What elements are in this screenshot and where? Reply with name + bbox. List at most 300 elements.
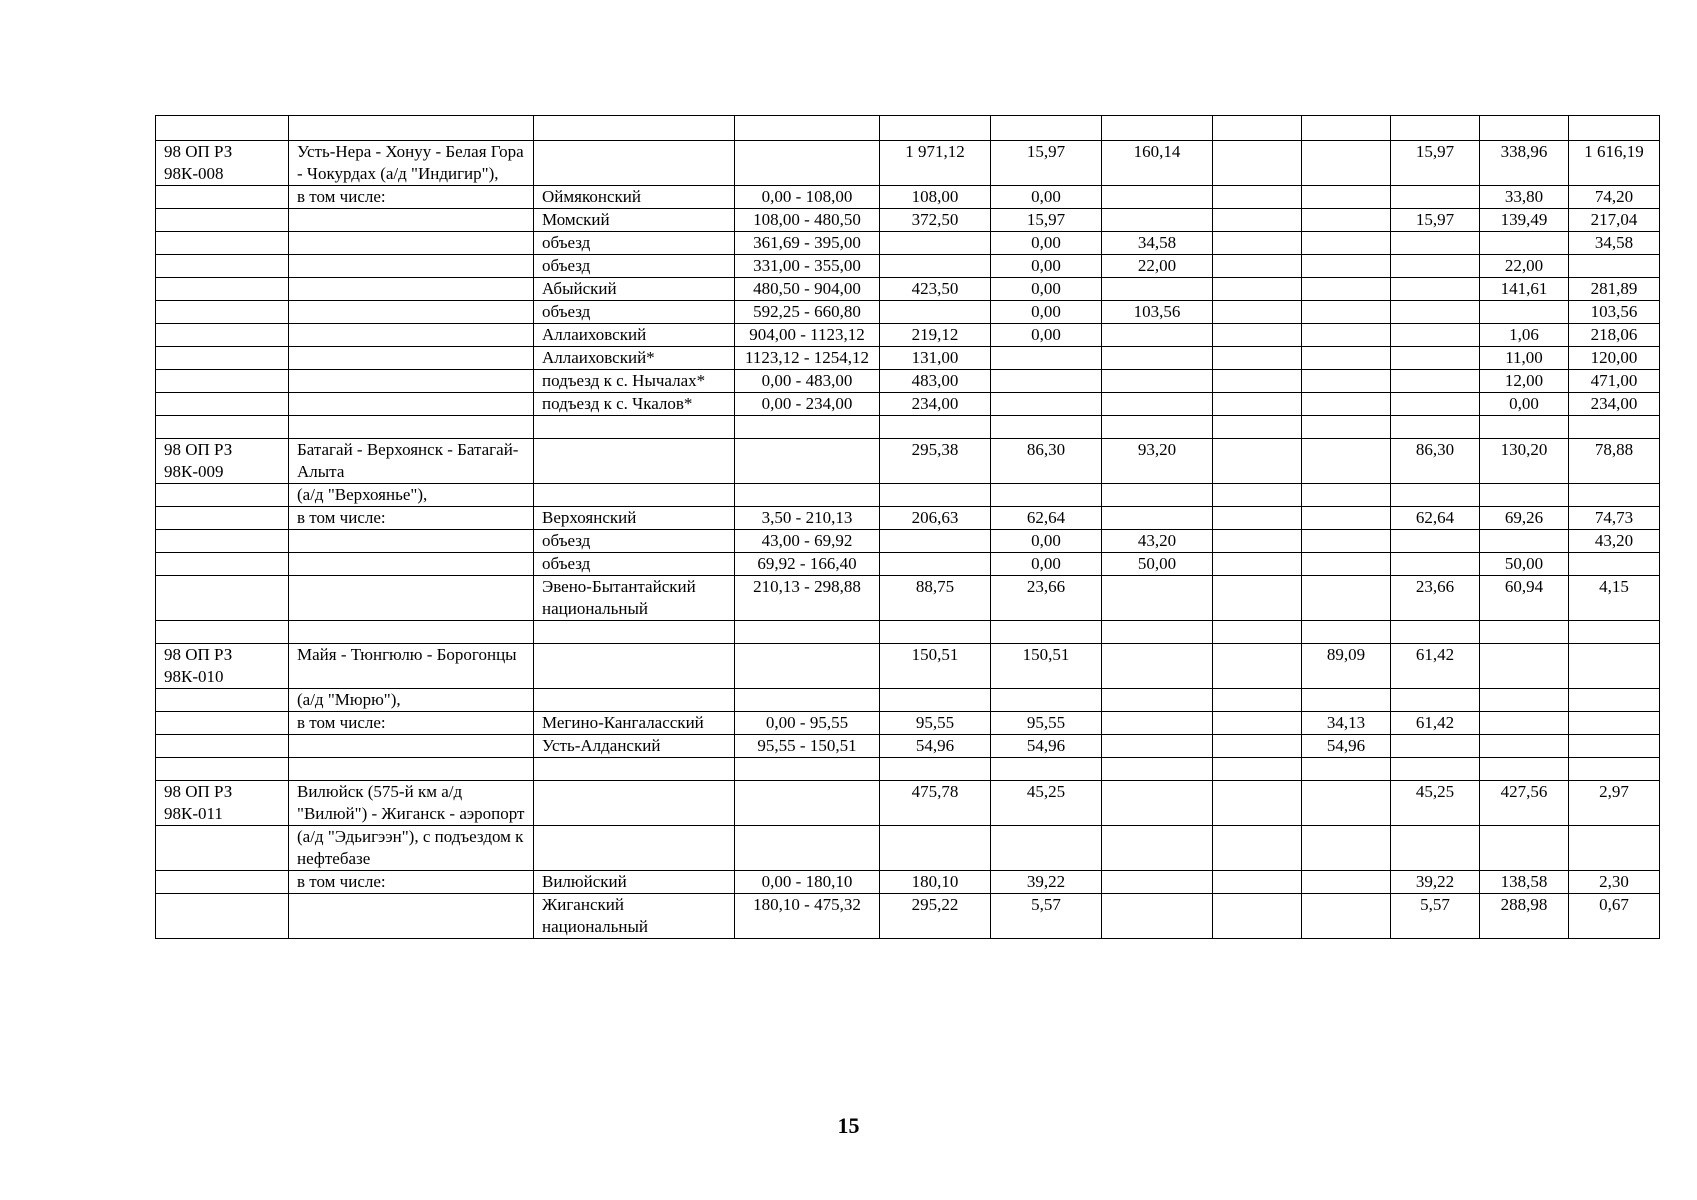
cell-value-col-6: 23,66: [991, 576, 1102, 621]
cell-road-name: [289, 894, 534, 939]
cell-value-col-6: [991, 347, 1102, 370]
cell-value-col-12: [1569, 116, 1660, 141]
cell-value-col-10: 61,42: [1391, 644, 1480, 689]
cell-value-col-10: [1391, 826, 1480, 871]
cell-value-col-12: 43,20: [1569, 530, 1660, 553]
cell-value-col-11: 338,96: [1480, 141, 1569, 186]
cell-value-col-12: [1569, 644, 1660, 689]
cell-total-length: 483,00: [880, 370, 991, 393]
cell-total-length: [880, 553, 991, 576]
cell-km-range: 69,92 - 166,40: [735, 553, 880, 576]
cell-value-col-8: [1213, 116, 1302, 141]
cell-value-col-11: [1480, 530, 1569, 553]
cell-value-col-8: [1213, 209, 1302, 232]
cell-value-col-8: [1213, 758, 1302, 781]
cell-value-col-7: [1102, 735, 1213, 758]
table-row: [156, 278, 1660, 301]
cell-km-range: 180,10 - 475,32: [735, 894, 880, 939]
cell-total-length: 423,50: [880, 278, 991, 301]
cell-road-code: 98 ОП РЗ 98К-010: [156, 644, 289, 689]
page-number: 15: [837, 1113, 860, 1138]
cell-value-col-6: 150,51: [991, 644, 1102, 689]
table-row: [156, 255, 1660, 278]
cell-district: Аллаиховский: [534, 324, 735, 347]
cell-value-col-10: [1391, 393, 1480, 416]
cell-value-col-7: [1102, 186, 1213, 209]
cell-value-col-10: 15,97: [1391, 209, 1480, 232]
cell-value-col-10: 62,64: [1391, 507, 1480, 530]
cell-district: [534, 758, 735, 781]
cell-value-col-11: [1480, 644, 1569, 689]
cell-total-length: [880, 758, 991, 781]
table-row: [156, 644, 1660, 689]
cell-value-col-8: [1213, 689, 1302, 712]
cell-value-col-12: [1569, 553, 1660, 576]
cell-km-range: 210,13 - 298,88: [735, 576, 880, 621]
cell-value-col-6: 39,22: [991, 871, 1102, 894]
cell-value-col-9: [1302, 301, 1391, 324]
cell-value-col-8: [1213, 781, 1302, 826]
cell-value-col-12: [1569, 758, 1660, 781]
cell-road-code: [156, 758, 289, 781]
cell-km-range: [735, 758, 880, 781]
cell-road-code: [156, 576, 289, 621]
cell-total-length: 180,10: [880, 871, 991, 894]
cell-district: [534, 689, 735, 712]
cell-value-col-11: [1480, 416, 1569, 439]
cell-value-col-12: 74,73: [1569, 507, 1660, 530]
cell-district: [534, 116, 735, 141]
cell-value-col-7: [1102, 324, 1213, 347]
cell-value-col-8: [1213, 370, 1302, 393]
spacer-row: [156, 621, 1660, 644]
cell-total-length: [880, 255, 991, 278]
cell-value-col-6: [991, 393, 1102, 416]
cell-value-col-12: 281,89: [1569, 278, 1660, 301]
cell-value-col-8: [1213, 507, 1302, 530]
cell-value-col-8: [1213, 255, 1302, 278]
cell-road-code: [156, 507, 289, 530]
cell-total-length: 1 971,12: [880, 141, 991, 186]
table-row: [156, 393, 1660, 416]
cell-value-col-8: [1213, 393, 1302, 416]
cell-district: Эвено-Бытантайский национальный: [534, 576, 735, 621]
cell-value-col-11: [1480, 301, 1569, 324]
cell-road-name: в том числе:: [289, 507, 534, 530]
cell-km-range: 0,00 - 108,00: [735, 186, 880, 209]
cell-road-name: [289, 324, 534, 347]
cell-road-name: [289, 416, 534, 439]
cell-km-range: [735, 416, 880, 439]
cell-road-name: Усть-Нера - Хонуу - Белая Гора - Чокурдах (а/д "Индигир"),: [289, 141, 534, 186]
cell-value-col-7: 93,20: [1102, 439, 1213, 484]
table-row: [156, 530, 1660, 553]
cell-value-col-11: 11,00: [1480, 347, 1569, 370]
cell-value-col-8: [1213, 894, 1302, 939]
cell-value-col-9: [1302, 370, 1391, 393]
cell-road-name: (а/д "Верхоянье"),: [289, 484, 534, 507]
cell-value-col-11: 288,98: [1480, 894, 1569, 939]
cell-road-code: [156, 209, 289, 232]
cell-value-col-12: 1 616,19: [1569, 141, 1660, 186]
cell-road-name: Батагай - Верхоянск - Батагай-Алыта: [289, 439, 534, 484]
cell-district: объезд: [534, 255, 735, 278]
cell-value-col-7: [1102, 689, 1213, 712]
cell-value-col-11: [1480, 735, 1569, 758]
cell-km-range: 592,25 - 660,80: [735, 301, 880, 324]
cell-value-col-8: [1213, 232, 1302, 255]
cell-value-col-8: [1213, 621, 1302, 644]
cell-value-col-9: [1302, 186, 1391, 209]
cell-road-name: [289, 370, 534, 393]
table-row: [156, 576, 1660, 621]
cell-value-col-11: [1480, 484, 1569, 507]
cell-road-name: [289, 553, 534, 576]
cell-value-col-7: 22,00: [1102, 255, 1213, 278]
cell-district: Жиганский национальный: [534, 894, 735, 939]
cell-road-name: [289, 758, 534, 781]
cell-road-name: [289, 278, 534, 301]
cell-value-col-9: [1302, 553, 1391, 576]
cell-value-col-11: 22,00: [1480, 255, 1569, 278]
cell-total-length: 108,00: [880, 186, 991, 209]
cell-total-length: 88,75: [880, 576, 991, 621]
cell-value-col-12: 218,06: [1569, 324, 1660, 347]
cell-district: [534, 621, 735, 644]
cell-road-code: [156, 116, 289, 141]
cell-value-col-12: [1569, 484, 1660, 507]
spacer-row: [156, 416, 1660, 439]
cell-road-code: [156, 232, 289, 255]
roads-table: [155, 115, 1660, 939]
cell-road-code: [156, 416, 289, 439]
cell-road-name: [289, 347, 534, 370]
cell-value-col-10: [1391, 255, 1480, 278]
cell-value-col-6: [991, 370, 1102, 393]
cell-value-col-6: [991, 484, 1102, 507]
cell-value-col-6: 15,97: [991, 141, 1102, 186]
cell-total-length: [880, 301, 991, 324]
cell-value-col-9: [1302, 393, 1391, 416]
cell-value-col-9: [1302, 689, 1391, 712]
cell-value-col-6: 45,25: [991, 781, 1102, 826]
cell-value-col-8: [1213, 735, 1302, 758]
cell-district: объезд: [534, 553, 735, 576]
cell-value-col-9: [1302, 894, 1391, 939]
table-row: [156, 209, 1660, 232]
cell-value-col-7: [1102, 644, 1213, 689]
spacer-row: [156, 758, 1660, 781]
cell-value-col-6: 0,00: [991, 186, 1102, 209]
cell-road-code: [156, 393, 289, 416]
cell-road-name: [289, 576, 534, 621]
cell-value-col-11: 141,61: [1480, 278, 1569, 301]
cell-district: объезд: [534, 530, 735, 553]
cell-km-range: 43,00 - 69,92: [735, 530, 880, 553]
cell-value-col-12: 120,00: [1569, 347, 1660, 370]
cell-value-col-9: [1302, 416, 1391, 439]
cell-value-col-9: [1302, 209, 1391, 232]
cell-road-code: [156, 370, 289, 393]
cell-total-length: 131,00: [880, 347, 991, 370]
cell-km-range: 0,00 - 234,00: [735, 393, 880, 416]
cell-value-col-11: [1480, 689, 1569, 712]
table-row: [156, 712, 1660, 735]
cell-value-col-6: 95,55: [991, 712, 1102, 735]
cell-value-col-12: [1569, 255, 1660, 278]
table-row: [156, 484, 1660, 507]
cell-km-range: 95,55 - 150,51: [735, 735, 880, 758]
cell-district: Верхоянский: [534, 507, 735, 530]
cell-value-col-9: [1302, 576, 1391, 621]
table-row: [156, 553, 1660, 576]
cell-total-length: 219,12: [880, 324, 991, 347]
cell-district: Момский: [534, 209, 735, 232]
cell-km-range: [735, 781, 880, 826]
cell-value-col-9: 54,96: [1302, 735, 1391, 758]
table-row: [156, 439, 1660, 484]
table-row: [156, 894, 1660, 939]
cell-value-col-10: [1391, 530, 1480, 553]
cell-value-col-6: 5,57: [991, 894, 1102, 939]
cell-value-col-6: 0,00: [991, 232, 1102, 255]
cell-total-length: [880, 689, 991, 712]
cell-value-col-9: [1302, 278, 1391, 301]
table-row: [156, 301, 1660, 324]
cell-value-col-10: [1391, 735, 1480, 758]
cell-value-col-9: [1302, 871, 1391, 894]
cell-value-col-8: [1213, 871, 1302, 894]
cell-value-col-6: [991, 826, 1102, 871]
cell-district: Аллаиховский*: [534, 347, 735, 370]
cell-road-code: [156, 484, 289, 507]
cell-value-col-10: [1391, 416, 1480, 439]
cell-road-code: [156, 712, 289, 735]
cell-km-range: [735, 141, 880, 186]
cell-value-col-6: [991, 116, 1102, 141]
cell-value-col-10: [1391, 186, 1480, 209]
cell-value-col-6: 0,00: [991, 255, 1102, 278]
cell-value-col-7: [1102, 621, 1213, 644]
cell-value-col-12: 4,15: [1569, 576, 1660, 621]
cell-value-col-7: [1102, 826, 1213, 871]
cell-value-col-11: [1480, 826, 1569, 871]
cell-road-name: [289, 209, 534, 232]
cell-value-col-9: 34,13: [1302, 712, 1391, 735]
cell-value-col-7: [1102, 507, 1213, 530]
cell-value-col-9: [1302, 530, 1391, 553]
cell-road-name: в том числе:: [289, 871, 534, 894]
table-body: [156, 116, 1660, 939]
cell-value-col-11: 1,06: [1480, 324, 1569, 347]
cell-km-range: [735, 484, 880, 507]
cell-value-col-9: 89,09: [1302, 644, 1391, 689]
cell-total-length: 295,22: [880, 894, 991, 939]
cell-value-col-7: [1102, 871, 1213, 894]
cell-district: [534, 141, 735, 186]
cell-total-length: [880, 530, 991, 553]
cell-value-col-6: 15,97: [991, 209, 1102, 232]
cell-value-col-10: 61,42: [1391, 712, 1480, 735]
cell-district: [534, 439, 735, 484]
cell-value-col-8: [1213, 186, 1302, 209]
cell-total-length: [880, 232, 991, 255]
cell-value-col-6: 0,00: [991, 553, 1102, 576]
cell-value-col-11: 33,80: [1480, 186, 1569, 209]
cell-value-col-12: 34,58: [1569, 232, 1660, 255]
cell-value-col-12: [1569, 416, 1660, 439]
cell-value-col-12: 471,00: [1569, 370, 1660, 393]
cell-value-col-11: [1480, 712, 1569, 735]
cell-district: [534, 781, 735, 826]
cell-value-col-9: [1302, 507, 1391, 530]
table-row: [156, 826, 1660, 871]
cell-value-col-7: [1102, 484, 1213, 507]
cell-value-col-8: [1213, 301, 1302, 324]
cell-value-col-7: [1102, 894, 1213, 939]
cell-value-col-6: 62,64: [991, 507, 1102, 530]
cell-value-col-9: [1302, 484, 1391, 507]
cell-value-col-6: 54,96: [991, 735, 1102, 758]
table-row: [156, 735, 1660, 758]
cell-road-code: [156, 621, 289, 644]
cell-district: Вилюйский: [534, 871, 735, 894]
cell-value-col-8: [1213, 553, 1302, 576]
cell-road-name: (а/д "Мюрю"),: [289, 689, 534, 712]
cell-road-code: [156, 347, 289, 370]
cell-value-col-9: [1302, 781, 1391, 826]
cell-value-col-12: 2,97: [1569, 781, 1660, 826]
cell-road-code: [156, 255, 289, 278]
cell-road-code: 98 ОП РЗ 98К-008: [156, 141, 289, 186]
cell-district: [534, 416, 735, 439]
cell-value-col-11: [1480, 116, 1569, 141]
cell-value-col-8: [1213, 484, 1302, 507]
header-row: [156, 116, 1660, 141]
cell-road-code: [156, 324, 289, 347]
cell-value-col-10: [1391, 324, 1480, 347]
table-row: [156, 507, 1660, 530]
cell-value-col-6: 86,30: [991, 439, 1102, 484]
cell-value-col-12: 2,30: [1569, 871, 1660, 894]
table-row: [156, 324, 1660, 347]
cell-value-col-11: 50,00: [1480, 553, 1569, 576]
cell-total-length: [880, 484, 991, 507]
cell-value-col-7: 103,56: [1102, 301, 1213, 324]
cell-road-name: [289, 530, 534, 553]
cell-value-col-10: 15,97: [1391, 141, 1480, 186]
cell-value-col-10: [1391, 758, 1480, 781]
cell-km-range: 0,00 - 483,00: [735, 370, 880, 393]
cell-km-range: 331,00 - 355,00: [735, 255, 880, 278]
cell-value-col-9: [1302, 116, 1391, 141]
cell-value-col-7: [1102, 370, 1213, 393]
cell-road-code: [156, 735, 289, 758]
cell-value-col-7: [1102, 416, 1213, 439]
cell-value-col-11: 69,26: [1480, 507, 1569, 530]
cell-total-length: 206,63: [880, 507, 991, 530]
cell-value-col-12: 74,20: [1569, 186, 1660, 209]
cell-road-name: [289, 232, 534, 255]
cell-value-col-12: [1569, 621, 1660, 644]
cell-value-col-8: [1213, 576, 1302, 621]
cell-district: [534, 644, 735, 689]
table-row: [156, 186, 1660, 209]
cell-value-col-7: [1102, 116, 1213, 141]
cell-value-col-6: [991, 621, 1102, 644]
cell-road-code: [156, 186, 289, 209]
cell-km-range: [735, 826, 880, 871]
cell-value-col-9: [1302, 255, 1391, 278]
cell-road-code: [156, 871, 289, 894]
cell-km-range: [735, 439, 880, 484]
cell-value-col-7: [1102, 393, 1213, 416]
cell-value-col-12: 78,88: [1569, 439, 1660, 484]
cell-value-col-6: 0,00: [991, 278, 1102, 301]
cell-total-length: 295,38: [880, 439, 991, 484]
cell-value-col-7: [1102, 781, 1213, 826]
table-row: [156, 141, 1660, 186]
cell-value-col-10: [1391, 370, 1480, 393]
cell-value-col-9: [1302, 347, 1391, 370]
cell-km-range: [735, 689, 880, 712]
cell-km-range: 361,69 - 395,00: [735, 232, 880, 255]
cell-road-name: [289, 116, 534, 141]
cell-value-col-11: [1480, 758, 1569, 781]
table-row: [156, 871, 1660, 894]
table-row: [156, 347, 1660, 370]
cell-total-length: 372,50: [880, 209, 991, 232]
cell-total-length: 150,51: [880, 644, 991, 689]
cell-value-col-12: [1569, 735, 1660, 758]
cell-district: Мегино-Кангаласский: [534, 712, 735, 735]
cell-value-col-10: [1391, 301, 1480, 324]
cell-value-col-10: [1391, 116, 1480, 141]
cell-value-col-11: 130,20: [1480, 439, 1569, 484]
cell-value-col-9: [1302, 232, 1391, 255]
cell-km-range: 0,00 - 180,10: [735, 871, 880, 894]
cell-road-name: [289, 735, 534, 758]
cell-value-col-9: [1302, 621, 1391, 644]
cell-road-name: [289, 301, 534, 324]
cell-value-col-11: 0,00: [1480, 393, 1569, 416]
cell-value-col-9: [1302, 141, 1391, 186]
cell-value-col-11: 138,58: [1480, 871, 1569, 894]
cell-value-col-7: 160,14: [1102, 141, 1213, 186]
cell-road-name: [289, 255, 534, 278]
cell-district: объезд: [534, 232, 735, 255]
cell-value-col-7: 43,20: [1102, 530, 1213, 553]
cell-value-col-7: 50,00: [1102, 553, 1213, 576]
cell-value-col-8: [1213, 324, 1302, 347]
cell-total-length: [880, 826, 991, 871]
cell-total-length: [880, 621, 991, 644]
cell-value-col-11: [1480, 232, 1569, 255]
cell-district: подъезд к с. Нычалах*: [534, 370, 735, 393]
cell-total-length: 54,96: [880, 735, 991, 758]
cell-value-col-8: [1213, 347, 1302, 370]
cell-road-name: Майя - Тюнгюлю - Борогонцы: [289, 644, 534, 689]
cell-road-name: [289, 621, 534, 644]
cell-value-col-8: [1213, 712, 1302, 735]
cell-value-col-10: [1391, 689, 1480, 712]
cell-value-col-7: 34,58: [1102, 232, 1213, 255]
cell-value-col-6: [991, 758, 1102, 781]
cell-value-col-8: [1213, 416, 1302, 439]
cell-value-col-6: [991, 416, 1102, 439]
cell-total-length: 95,55: [880, 712, 991, 735]
cell-km-range: 108,00 - 480,50: [735, 209, 880, 232]
